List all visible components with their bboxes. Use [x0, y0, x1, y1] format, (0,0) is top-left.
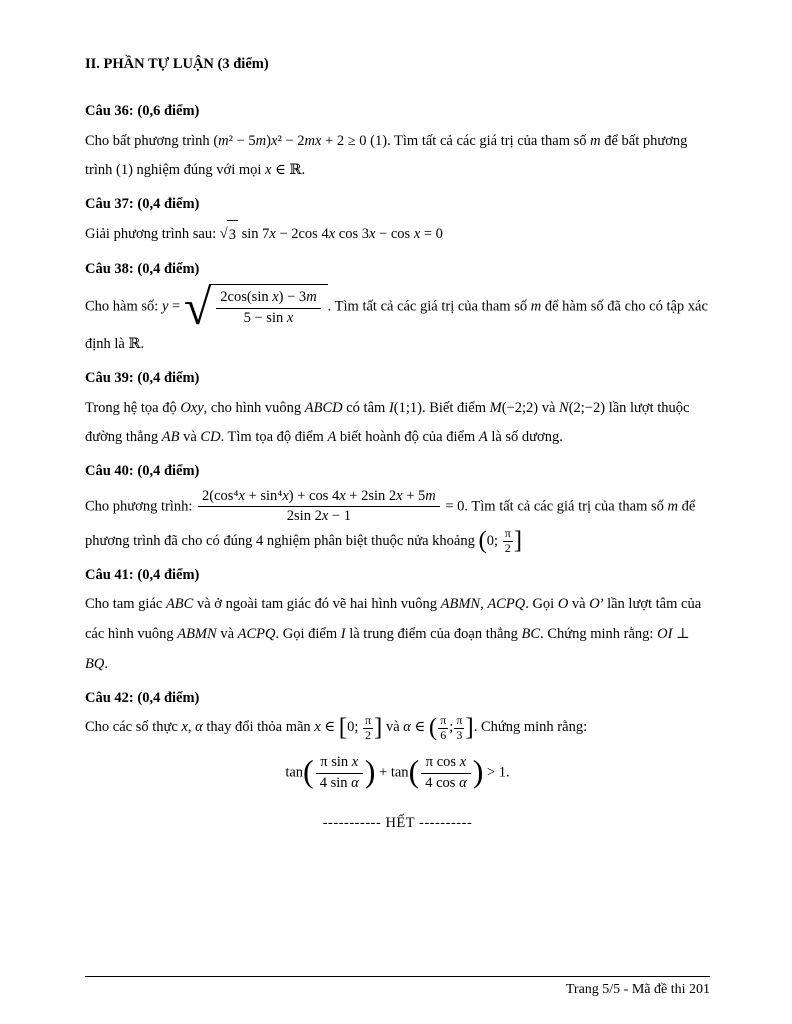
text-run: Cho tam giác ABC và ở ngoài tam giác đó vẽ hai hình vuông ABMN, ACPQ. Gọi O và O’ lần lượt tâm của các hình vuông ABMN và ACPQ. Gọi điểm I là trung điểm của đoạn thẳng BC. Chứng minh rằng: OI ⊥ BQ.: [85, 596, 702, 672]
fraction-denominator: 4 sin α: [319, 774, 359, 791]
text-run: Giải phương trình sau:: [85, 225, 220, 242]
tan-function: tan: [285, 764, 304, 781]
question-36-body: [85, 127, 710, 186]
question-42-heading: Câu 42: (0,4 điểm): [85, 689, 200, 706]
fraction-denominator: 4 cos α: [425, 774, 467, 791]
text-run: . Chứng minh rằng:: [473, 719, 588, 736]
question-42: [85, 684, 710, 794]
fraction: [216, 288, 320, 328]
text-run: = 0. Tìm tất cả các giá trị của tham số m để phương trình đã cho có đúng 4 nghiệm phân biệt thuộc nửa khoảng: [85, 498, 696, 550]
plus-tan: + tan: [375, 764, 409, 781]
question-36-heading: Câu 36: (0,6 điểm): [85, 103, 200, 119]
question-38-body: [85, 279, 710, 360]
fraction: [421, 753, 470, 793]
text-run: Cho hàm số: y =: [85, 298, 184, 315]
interval-start: 0;: [347, 719, 362, 736]
question-42-body: [85, 713, 710, 743]
text-run: Trong hệ tọa độ Oxy, cho hình vuông ABCD có tâm I(1;1). Biết điểm M(−2;2) và N(2;−2) lần lượt thuộc đường thẳng AB và CD. Tìm tọa độ điểm A biết hoành độ của điểm A là số dương.: [85, 399, 690, 446]
text-run: Cho các số thực x, α thay đổi thỏa mãn x ∈: [85, 719, 339, 736]
question-36: [85, 97, 710, 186]
question-41-body: [85, 590, 710, 679]
radicand: 3: [227, 220, 238, 251]
fraction: [503, 527, 513, 556]
end-marker: ----------- HẾT ----------: [322, 815, 473, 832]
fraction: [438, 714, 448, 743]
interval: [338, 712, 383, 742]
question-39-heading: Câu 39: (0,4 điểm): [85, 370, 200, 387]
question-37-heading: Câu 37: (0,4 điểm): [85, 196, 200, 213]
fraction-numerator: π: [456, 712, 463, 727]
fraction-denominator: 2sin 2x − 1: [286, 508, 351, 525]
radical-sign-icon: √: [183, 279, 212, 336]
question-37-body: [85, 220, 710, 251]
question-39: [85, 364, 710, 453]
fraction: [454, 714, 464, 743]
square-root: [183, 279, 328, 336]
formula-run: sin 7x − 2cos 4x cos 3x − cos x = 0: [237, 225, 443, 242]
left-paren: (: [303, 753, 314, 790]
question-41-heading: Câu 41: (0,4 điểm): [85, 566, 200, 583]
fraction-numerator: π: [440, 712, 447, 727]
fraction-numerator: π sin x: [316, 753, 363, 774]
fraction-numerator: π: [364, 712, 372, 727]
fraction-denominator: 2: [504, 541, 511, 556]
fraction-numerator: π: [504, 526, 511, 541]
radicand: [209, 284, 327, 328]
text-run: Cho phương trình:: [85, 498, 196, 515]
right-bracket: ]: [513, 527, 523, 555]
text-run: và α ∈: [382, 719, 429, 736]
question-39-body: [85, 394, 710, 453]
left-paren: (: [408, 753, 420, 790]
fraction: [316, 753, 363, 793]
question-38-heading: Câu 38: (0,4 điểm): [85, 260, 200, 277]
inequality-tail: > 1.: [483, 764, 510, 781]
text-run: Cho bất phương trình (m² − 5m)x² − 2mx + 2 ≥ 0 (1). Tìm tất cả các giá trị của tham số m để bất phương trình (1) nghiệm đúng với mọi x ∈ ℝ.: [85, 132, 688, 179]
text-run: . Tìm tất cả các giá trị của tham số m để hàm số đã cho có tập xác định là ℝ.: [85, 298, 708, 353]
fraction: [363, 714, 373, 743]
left-bracket: (: [428, 713, 438, 741]
radical-sign-icon: √: [219, 225, 228, 242]
right-paren: ): [364, 753, 376, 790]
page-footer: Trang 5/5 - Mã đề thi 201: [85, 976, 710, 998]
fraction-denominator: 2: [365, 727, 371, 742]
question-40-heading: Câu 40: (0,4 điểm): [85, 463, 200, 480]
question-40: [85, 457, 710, 557]
right-bracket: ]: [374, 713, 383, 741]
question-40-body: [85, 487, 710, 557]
fraction-numerator: π cos x: [421, 753, 470, 774]
interval-start: 0;: [486, 533, 502, 550]
section-title: II. PHẦN TỰ LUẬN (3 điểm): [85, 56, 269, 72]
fraction: [198, 487, 440, 527]
interval: [478, 526, 523, 556]
interval-separator: ;: [449, 719, 454, 736]
right-bracket: ]: [465, 713, 474, 741]
square-root: [220, 220, 238, 251]
left-bracket: (: [478, 527, 487, 555]
q42-display-formula: [85, 753, 710, 793]
question-41: [85, 561, 710, 680]
fraction-denominator: 3: [456, 727, 463, 742]
fraction-numerator: 2cos(sin x) − 3m: [216, 288, 320, 309]
interval: [428, 712, 474, 742]
fraction-denominator: 6: [440, 727, 447, 742]
fraction-denominator: 5 − sin x: [243, 309, 294, 326]
fraction-numerator: 2(cos⁴x + sin⁴x) + cos 4x + 2sin 2x + 5m: [198, 487, 440, 508]
right-paren: ): [472, 753, 484, 790]
left-bracket: [: [338, 713, 348, 741]
question-38: [85, 255, 710, 360]
question-37: [85, 190, 710, 250]
